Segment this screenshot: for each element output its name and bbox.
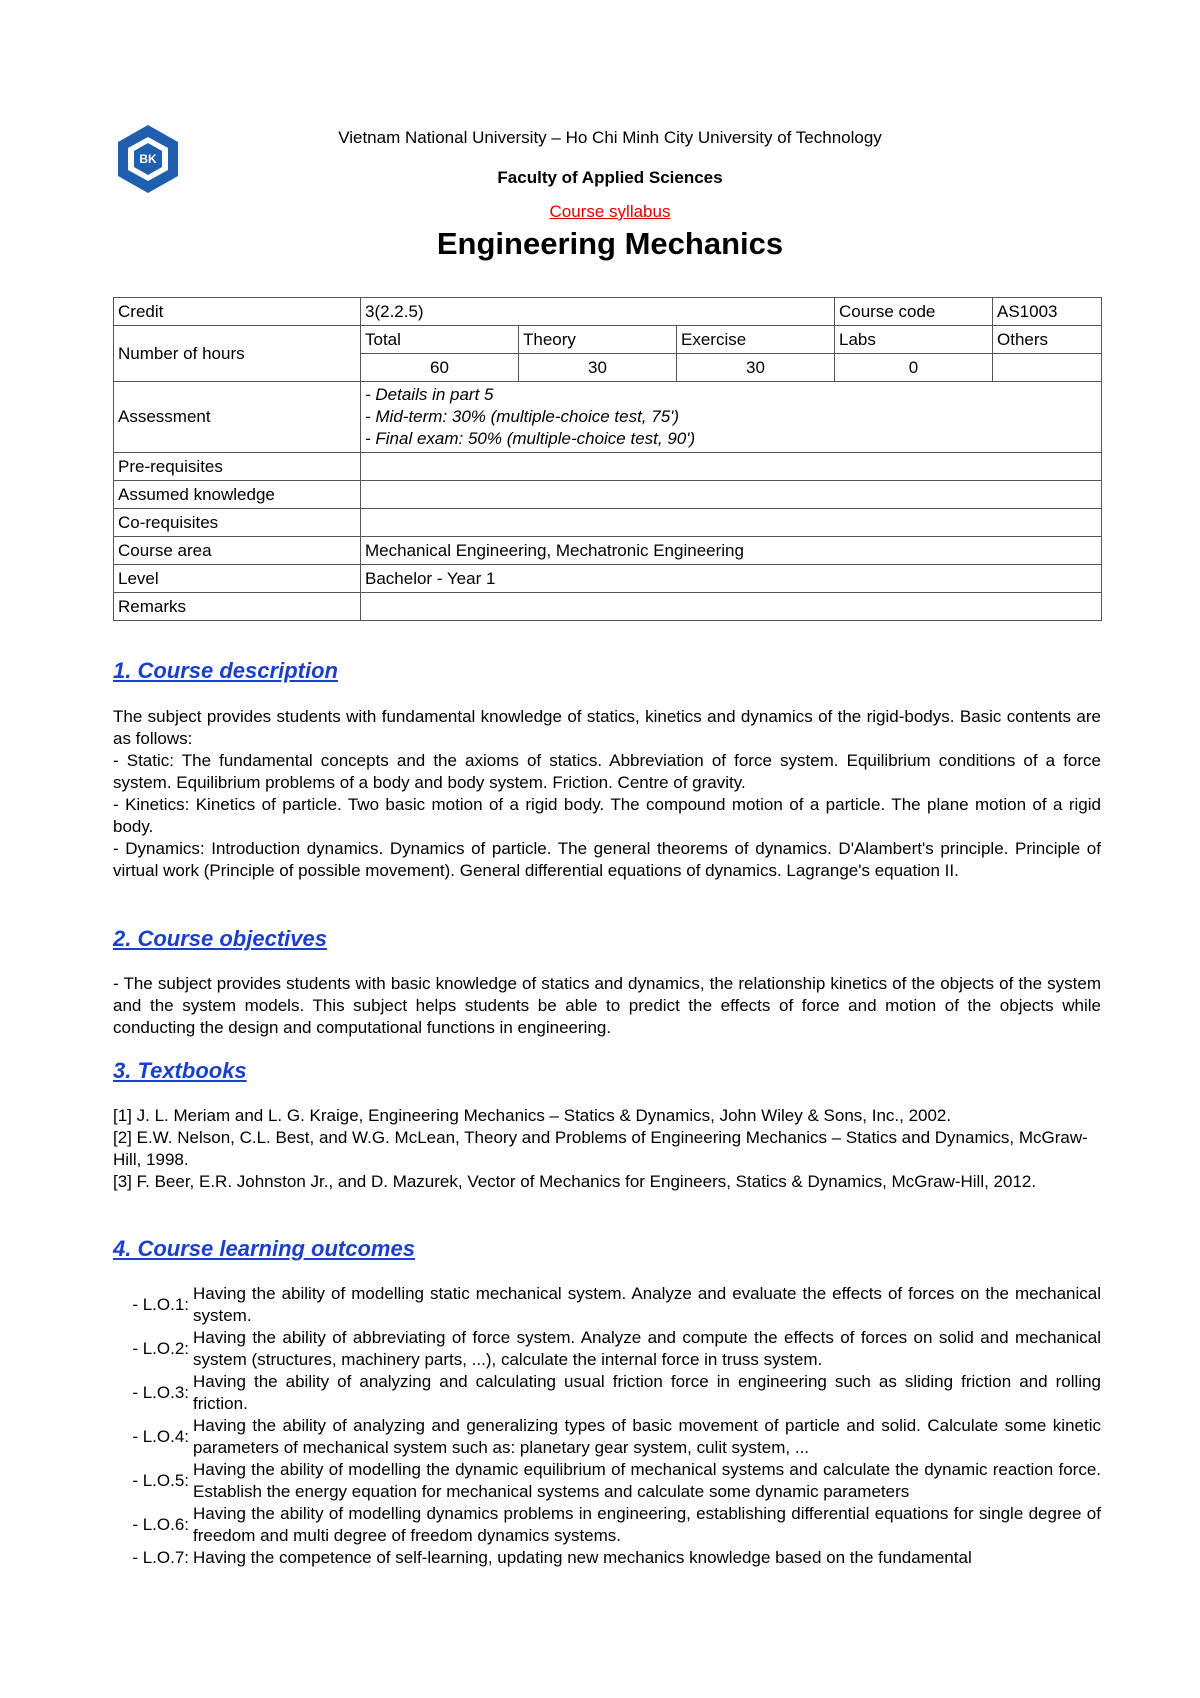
list-item — [113, 1327, 1101, 1371]
university-name: Vietnam National University – Ho Chi Minh City University of Technology — [338, 128, 882, 147]
description-line: The subject provides students with fundamental knowledge of statics, kinetics and dynamics of the rigid-bodys. Basic contents are as follows: — [113, 707, 1101, 748]
prereq-value — [361, 453, 1102, 481]
hours-header-others: Others — [993, 326, 1102, 354]
remarks-label: Remarks — [114, 593, 361, 621]
prereq-label: Pre-requisites — [114, 453, 361, 481]
list-item — [113, 1547, 1101, 1569]
hours-header-exercise: Exercise — [677, 326, 835, 354]
course-code-label: Course code — [835, 298, 993, 326]
hours-value-labs: 0 — [835, 354, 993, 382]
outcome-label: - L.O.3: — [132, 1383, 189, 1402]
area-label: Course area — [114, 537, 361, 565]
table-row — [114, 298, 1102, 326]
hours-header-labs: Labs — [835, 326, 993, 354]
assessment-line: - Final exam: 50% (multiple-choice test, 90') — [365, 429, 696, 448]
outcome-label: - L.O.6: — [132, 1515, 189, 1534]
coreq-label: Co-requisites — [114, 509, 361, 537]
table-row — [114, 481, 1102, 509]
table-row — [114, 565, 1102, 593]
table-row — [114, 537, 1102, 565]
outcome-text: Having the ability of modelling static mechanical system. Analyze and evaluate the effects of forces on the mechanical system. — [193, 1284, 1101, 1325]
objectives-text — [113, 973, 1101, 1039]
course-code-value: AS1003 — [993, 298, 1102, 326]
outcomes-list — [113, 1283, 1101, 1569]
section-heading-description: 1. Course description — [113, 658, 338, 683]
outcome-label: - L.O.5: — [132, 1471, 189, 1490]
outcome-text: Having the ability of abbreviating of force system. Analyze and compute the effects of forces on solid and mechanical system (structures, machinery parts, ...), calculate the internal force in truss system. — [193, 1328, 1101, 1369]
assumed-label: Assumed knowledge — [114, 481, 361, 509]
assessment-line: - Details in part 5 — [365, 385, 494, 404]
section-heading-outcomes: 4. Course learning outcomes — [113, 1236, 415, 1261]
logo-text: BK — [139, 152, 157, 166]
hours-header-theory: Theory — [519, 326, 677, 354]
outcome-label: - L.O.4: — [132, 1427, 189, 1446]
textbooks-list — [113, 1105, 1101, 1193]
assessment-value — [361, 382, 1102, 453]
hours-value-total: 60 — [361, 354, 519, 382]
assumed-value — [361, 481, 1102, 509]
section-heading-textbooks: 3. Textbooks — [113, 1058, 247, 1083]
assessment-line: - Mid-term: 30% (multiple-choice test, 75') — [365, 407, 680, 426]
table-row — [114, 593, 1102, 621]
outcome-label: - L.O.1: — [132, 1295, 189, 1314]
level-label: Level — [114, 565, 361, 593]
course-info-table — [113, 297, 1102, 621]
coreq-value — [361, 509, 1102, 537]
textbook-item: [1] J. L. Meriam and L. G. Kraige, Engineering Mechanics – Statics & Dynamics, John Wiley & Sons, Inc., 2002. — [113, 1106, 952, 1125]
description-text — [113, 706, 1101, 882]
objectives-line: - The subject provides students with basic knowledge of statics and dynamics, the relationship kinetics of the objects of the system and the system models. This subject helps students be able to predict the effects of force and motion of the objects while conducting the design and computational functions in engineering. — [113, 974, 1101, 1037]
faculty-name: Faculty of Applied Sciences — [497, 168, 723, 187]
hours-label: Number of hours — [114, 326, 361, 382]
table-row — [114, 326, 1102, 354]
outcome-text: Having the ability of analyzing and calculating usual friction force in engineering such as sliding friction and rolling friction. — [193, 1372, 1101, 1413]
outcome-text: Having the ability of analyzing and generalizing types of basic movement of particle and solid. Calculate some kinetic parameters of mechanical system such as: planetary gear system, culit system, ... — [193, 1416, 1101, 1457]
list-item — [113, 1459, 1101, 1503]
outcome-text: Having the ability of modelling dynamics problems in engineering, establishing differential equations for single degree of freedom and multi degree of freedom dynamics systems. — [193, 1504, 1101, 1545]
hours-value-others — [993, 354, 1102, 382]
hours-header-total: Total — [361, 326, 519, 354]
university-logo-icon — [112, 123, 184, 195]
hours-value-theory: 30 — [519, 354, 677, 382]
description-line: - Kinetics: Kinetics of particle. Two basic motion of a rigid body. The compound motion of a particle. The plane motion of a rigid body. — [113, 795, 1101, 836]
outcome-text: Having the ability of modelling the dynamic equilibrium of mechanical systems and calculate the dynamic reaction force. Establish the energy equation for mechanical systems and calculate some dynamic parameters — [193, 1460, 1101, 1501]
page-title: Engineering Mechanics — [436, 226, 784, 261]
area-value: Mechanical Engineering, Mechatronic Engineering — [361, 537, 1102, 565]
outcome-label: - L.O.2: — [132, 1339, 189, 1358]
table-row — [114, 453, 1102, 481]
assessment-label: Assessment — [114, 382, 361, 453]
table-row — [114, 382, 1102, 453]
section-heading-objectives: 2. Course objectives — [113, 926, 327, 951]
credit-value: 3(2.2.5) — [361, 298, 835, 326]
hours-value-exercise: 30 — [677, 354, 835, 382]
list-item — [113, 1283, 1101, 1327]
textbook-item: [2] E.W. Nelson, C.L. Best, and W.G. McLean, Theory and Problems of Engineering Mechanics – Statics and Dynamics, McGraw-Hill, 1998. — [113, 1128, 1088, 1169]
description-line: - Static: The fundamental concepts and the axioms of statics. Abbreviation of force system. Equilibrium conditions of a force system. Equilibrium problems of a body and body system. Friction. Centre of gravity. — [113, 751, 1101, 792]
doc-type-link[interactable]: Course syllabus — [549, 202, 671, 221]
credit-label: Credit — [114, 298, 361, 326]
level-value: Bachelor - Year 1 — [361, 565, 1102, 593]
outcome-label: - L.O.7: — [132, 1548, 189, 1567]
table-row — [114, 509, 1102, 537]
remarks-value — [361, 593, 1102, 621]
textbook-item: [3] F. Beer, E.R. Johnston Jr., and D. Mazurek, Vector of Mechanics for Engineers, Statics & Dynamics, McGraw-Hill, 2012. — [113, 1172, 1037, 1191]
list-item — [113, 1503, 1101, 1547]
list-item — [113, 1415, 1101, 1459]
list-item — [113, 1371, 1101, 1415]
description-line: - Dynamics: Introduction dynamics. Dynamics of particle. The general theorems of dynamics. D'Alambert's principle. Principle of virtual work (Principle of possible movement). General differential equations of dynamics. Lagrange's equation II. — [113, 839, 1101, 880]
outcome-text: Having the competence of self-learning, updating new mechanics knowledge based on the fundamental — [193, 1548, 972, 1567]
